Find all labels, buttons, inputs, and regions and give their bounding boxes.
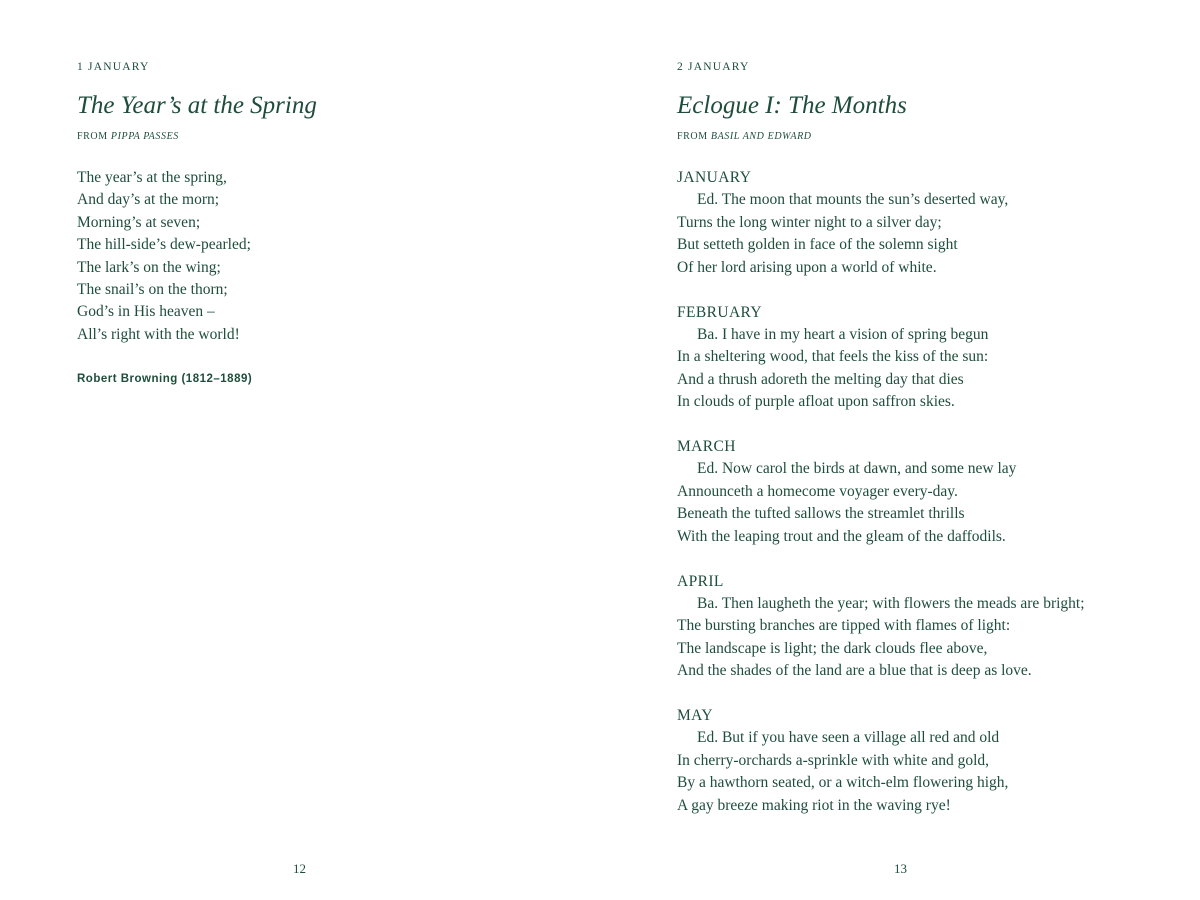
poem-title: Eclogue I: The Months: [677, 92, 907, 119]
poem-line: God’s in His heaven –: [77, 303, 215, 321]
page-number: 13: [894, 861, 907, 876]
eclogue-text: [677, 167, 1085, 840]
source-prefix: FROM: [677, 131, 708, 142]
month-section: [677, 436, 1085, 571]
poem-line: All’s right with the world!: [77, 325, 240, 343]
month-heading: FEBRUARY: [677, 303, 763, 321]
verse-line: A gay breeze making riot in the waving rye!: [677, 796, 951, 814]
month-heading: MAY: [677, 707, 713, 724]
month-section: [677, 302, 1085, 437]
verse-line: In clouds of purple afloat upon saffron skies.: [677, 393, 955, 411]
month-section: [677, 705, 1085, 840]
page-number: 12: [293, 861, 306, 876]
page-date: 2 JANUARY: [677, 61, 750, 73]
verse-line: Of her lord arising upon a world of white.: [677, 258, 937, 276]
source-prefix: FROM: [77, 131, 108, 142]
poem-line: The hill-side’s dew-pearled;: [77, 236, 251, 254]
verse-line: Ed. The moon that mounts the sun’s deserted way,: [697, 191, 1009, 209]
verse-line: The bursting branches are tipped with flames of light:: [677, 617, 1011, 635]
poem-text: [77, 167, 251, 346]
verse-line: Beneath the tufted sallows the streamlet thrills: [677, 505, 965, 523]
verse-line: With the leaping trout and the gleam of the daffodils.: [677, 527, 1006, 545]
verse-line: By a hawthorn seated, or a witch-elm flowering high,: [677, 774, 1009, 792]
poem-line: The year’s at the spring,: [77, 169, 227, 186]
verse-line: Ed. But if you have seen a village all red and old: [697, 729, 1000, 747]
verse-line: Turns the long winter night to a silver day;: [677, 213, 942, 231]
month-heading: MARCH: [677, 438, 736, 455]
month-section: [677, 571, 1085, 706]
page-date: 1 JANUARY: [77, 61, 150, 73]
verse-line: In a sheltering wood, that feels the kiss of the sun:: [677, 348, 989, 366]
poem-source: [77, 131, 179, 142]
poem-line: And day’s at the morn;: [77, 191, 220, 209]
poem-title: The Year’s at the Spring: [77, 92, 317, 119]
month-heading: APRIL: [677, 572, 724, 590]
verse-line: Ba. Then laugheth the year; with flowers the meads are bright;: [697, 594, 1085, 612]
poem-line: The snail’s on the thorn;: [77, 281, 228, 299]
verse-line: Ed. Now carol the birds at dawn, and some new lay: [697, 460, 1017, 478]
poem-source: [677, 131, 812, 142]
source-work: PIPPA PASSES: [110, 131, 179, 142]
verse-line: The landscape is light; the dark clouds flee above,: [677, 639, 988, 657]
verse-line: Announceth a homecome voyager every-day.: [677, 482, 958, 500]
month-heading: JANUARY: [677, 169, 752, 186]
verse-line: In cherry-orchards a-sprinkle with white and gold,: [677, 751, 990, 769]
right-page: [600, 0, 1200, 900]
verse-line: But setteth golden in face of the solemn sight: [677, 236, 958, 254]
source-work: BASIL AND EDWARD: [710, 131, 812, 142]
poem-line: Morning’s at seven;: [77, 213, 201, 231]
month-section: [677, 167, 1085, 302]
verse-line: Ba. I have in my heart a vision of spring begun: [697, 325, 989, 343]
poem-line: The lark’s on the wing;: [77, 258, 221, 276]
verse-line: And a thrush adoreth the melting day that dies: [677, 370, 964, 388]
poem-author: Robert Browning (1812–1889): [77, 373, 253, 385]
verse-line: And the shades of the land are a blue that is deep as love.: [677, 662, 1032, 680]
